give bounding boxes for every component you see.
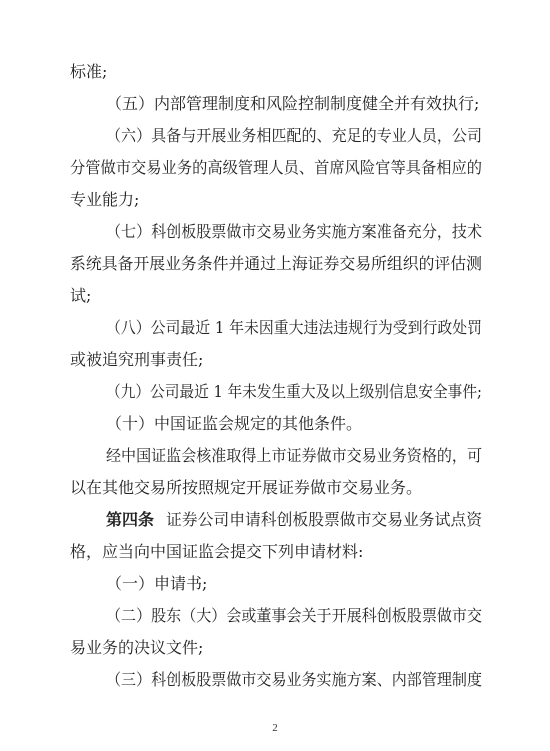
article-label: 第四条 [106,510,155,529]
page-number: 2 [272,722,278,734]
document-page: 标准; （五）内部管理制度和风险控制制度健全并有效执行; （六）具备与开展业务相匹配的、充足的专业人员，公司 分管做市交易业务的高级管理人员、首席风险官等具备相应的 专业能力; （七）科创板股票做市交易业务实施方案准备充分，技术 系统具备开展业务条件并通过上海证券交易所组织的评估测 试; （八）公司最近 1 年未因重大违法违规行为受到行政处罚 或被追究刑事责任; （九）公司最近 1 年未发生重大及以上级别信息安全事件; （十）中国证监会规定的其他条件。 经中国证监会核准取得上市证券做市交易业务资格的，可 以在其他交易所按照规定开展证券做市交易业务。 第四条 证券公司申请科创板股票做市交易业务试点资 格，应当向中国证监会提交下列申请材料: （一）申请书; （二）股东（大）会或董事会关于开展科创板股票做市交 易业务的决议文件; （三）科创板股票做市交易业务实施方案、内部管理制度 2 [0,0,550,751]
